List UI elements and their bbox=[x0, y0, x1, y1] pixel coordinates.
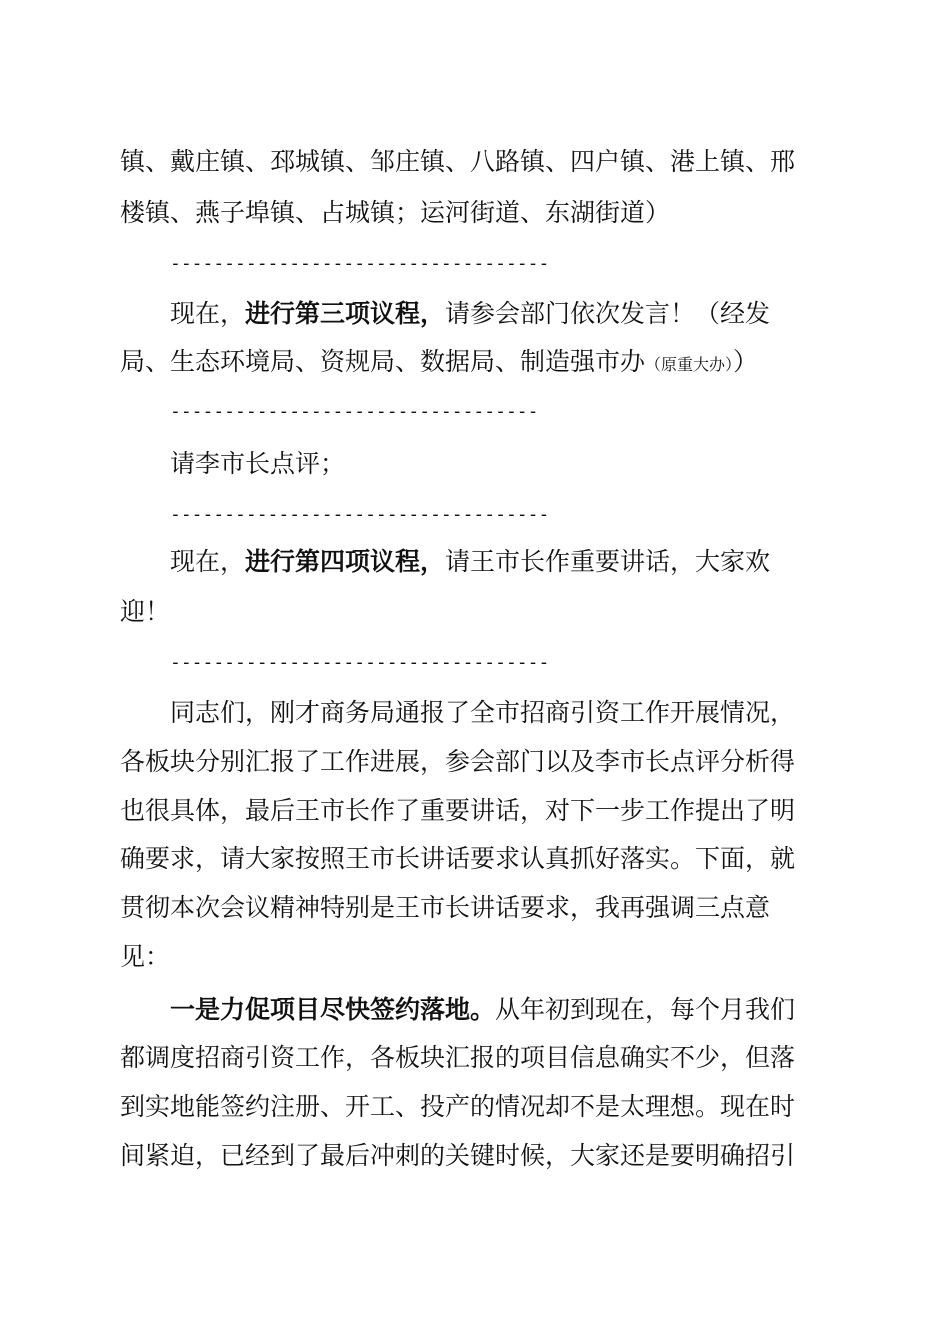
text-line: 见： bbox=[120, 942, 171, 971]
point-one bbox=[170, 994, 795, 1026]
separator-line: ---------------------------------- bbox=[170, 401, 539, 422]
text-line: 间紧迫，已经到了最后冲刺的关键时候，大家还是要明确招引 bbox=[120, 1141, 796, 1170]
text-line: 各板块分别汇报了工作进展，参会部门以及李市长点评分析得 bbox=[120, 747, 796, 776]
separator-line: ----------------------------------- bbox=[170, 652, 550, 673]
agenda-item-title: 进行第三项议程， bbox=[245, 299, 446, 328]
text-line: 镇、戴庄镇、邳城镇、邹庄镇、八路镇、四户镇、港上镇、邢 bbox=[120, 147, 796, 176]
agenda-item-title: 进行第四项议程， bbox=[245, 547, 446, 576]
text-segment: ） bbox=[733, 347, 759, 376]
text-line: 确要求，请大家按照王市长讲话要求认真抓好落实。下面，就 bbox=[120, 844, 796, 873]
note-text: （原重大办） bbox=[645, 355, 734, 374]
text-segment: 请王市长作重要讲话，大家欢 bbox=[445, 547, 771, 576]
text-line: 请李市长点评； bbox=[170, 449, 346, 478]
separator-line: ----------------------------------- bbox=[170, 504, 550, 525]
agenda-item-four bbox=[170, 546, 770, 578]
agenda-item-three bbox=[170, 298, 770, 330]
text-line bbox=[120, 346, 758, 378]
text-segment: 现在， bbox=[170, 547, 246, 576]
text-segment: 现在， bbox=[170, 299, 246, 328]
text-line: 贯彻本次会议精神特别是王市长讲话要求，我再强调三点意 bbox=[120, 893, 771, 922]
text-segment: 局、生态环境局、资规局、数据局、制造强市办 bbox=[120, 347, 646, 376]
point-title: 一是力促项目尽快签约落地。 bbox=[170, 995, 496, 1024]
text-segment: 请参会部门依次发言！（经发 bbox=[445, 299, 771, 328]
text-line: 到实地能签约注册、开工、投产的情况却不是太理想。现在时 bbox=[120, 1092, 796, 1121]
text-line: 同志们，刚才商务局通报了全市招商引资工作开展情况， bbox=[170, 698, 796, 727]
text-line: 楼镇、燕子埠镇、占城镇；运河街道、东湖街道） bbox=[120, 198, 671, 227]
text-line: 都调度招商引资工作，各板块汇报的项目信息确实不少，但落 bbox=[120, 1043, 796, 1072]
separator-line: ----------------------------------- bbox=[170, 253, 550, 274]
text-line: 也很具体，最后王市长作了重要讲话，对下一步工作提出了明 bbox=[120, 796, 796, 825]
text-segment: 从年初到现在，每个月我们 bbox=[495, 995, 796, 1024]
text-line: 迎！ bbox=[120, 597, 171, 626]
